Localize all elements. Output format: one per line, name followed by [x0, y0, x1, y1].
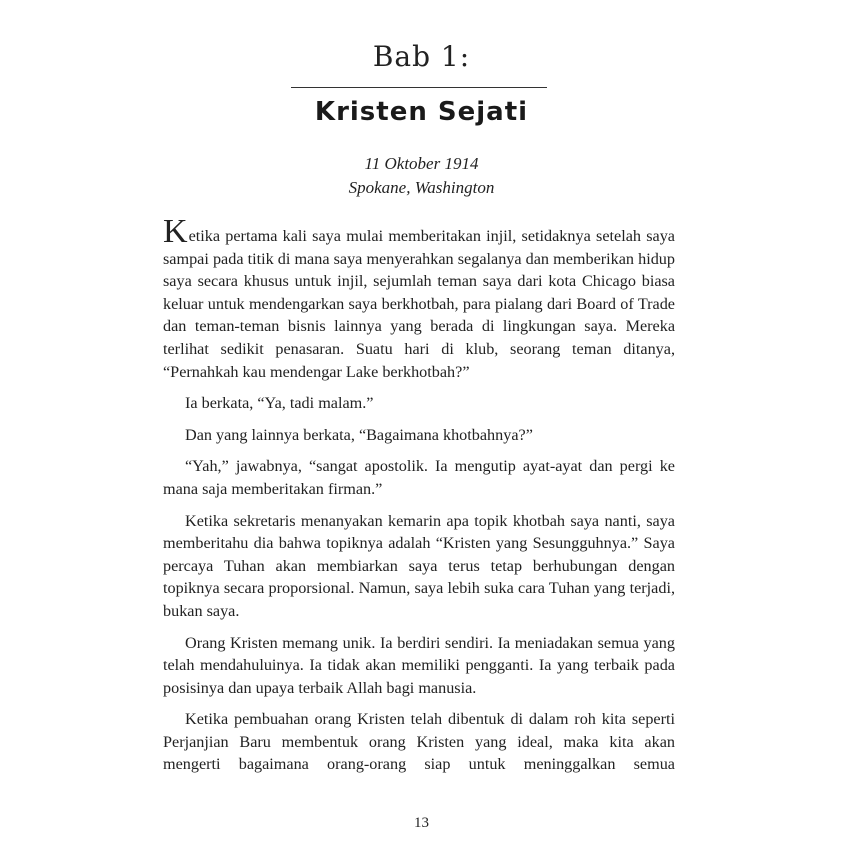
chapter-body: [163, 213, 675, 785]
chapter-title: Kristen Sejati: [314, 97, 529, 127]
dateline-place: Spokane, Washington: [348, 178, 495, 197]
paragraph: Ketika sekretaris menanyakan kemarin apa topik khotbah saya nanti, saya memberitahu dia bahwa topiknya adalah “Kristen yang Sesungguhnya.” Saya percaya Tuhan akan membiarkan saya terus tetap berhubungan dengan topiknya secara proporsional. Namun, saya lebih suka cara Tuhan yang terjadi, bukan saya.: [163, 511, 675, 620]
paragraph-text: etika pertama kali saya mulai memberitakan injil, setidaknya setelah saya sampai pada titik di mana saya menyerahkan segalanya dan memberikan hidup saya secara khusus untuk injil, sejumlah teman saya dari kota Chicago biasa keluar untuk mendengarkan saya berkhotbah, para pialang dari Board of Trade dan teman-teman bisnis lainnya yang berada di lingkungan saya. Mereka terlihat sedikit penasaran. Suatu hari di klub, seorang teman ditanya, “Pernahkah kau mendengar Lake berkhotbah?”: [163, 227, 675, 381]
chapter-number: Bab 1:: [372, 40, 471, 73]
drop-cap: K: [163, 213, 188, 250]
paragraph: Dan yang lainnya berkata, “Bagaimana khotbahnya?”: [185, 425, 533, 444]
title-divider: [291, 87, 547, 88]
page-number: 13: [414, 815, 429, 831]
paragraph: Orang Kristen memang unik. Ia berdiri sendiri. Ia meniadakan semua yang telah mendahuluinya. Ia tidak akan memiliki pengganti. Ia yang terbaik pada posisinya dan upaya terbaik Allah bagi manusia.: [163, 633, 675, 697]
paragraph: “Yah,” jawabnya, “sangat apostolik. Ia mengutip ayat-ayat dan pergi ke mana saja memberitakan firman.”: [163, 457, 675, 498]
paragraph: Ketika pembuahan orang Kristen telah dibentuk di dalam roh kita seperti Perjanjian Baru membentuk orang Kristen yang ideal, maka kita akan mengerti bagaimana orang-orang siap untuk meninggalkan semua: [163, 710, 675, 774]
dateline-date: 11 Oktober 1914: [364, 154, 479, 173]
paragraph: [163, 213, 675, 383]
dateline: [0, 152, 843, 200]
paragraph: Ia berkata, “Ya, tadi malam.”: [185, 394, 374, 413]
